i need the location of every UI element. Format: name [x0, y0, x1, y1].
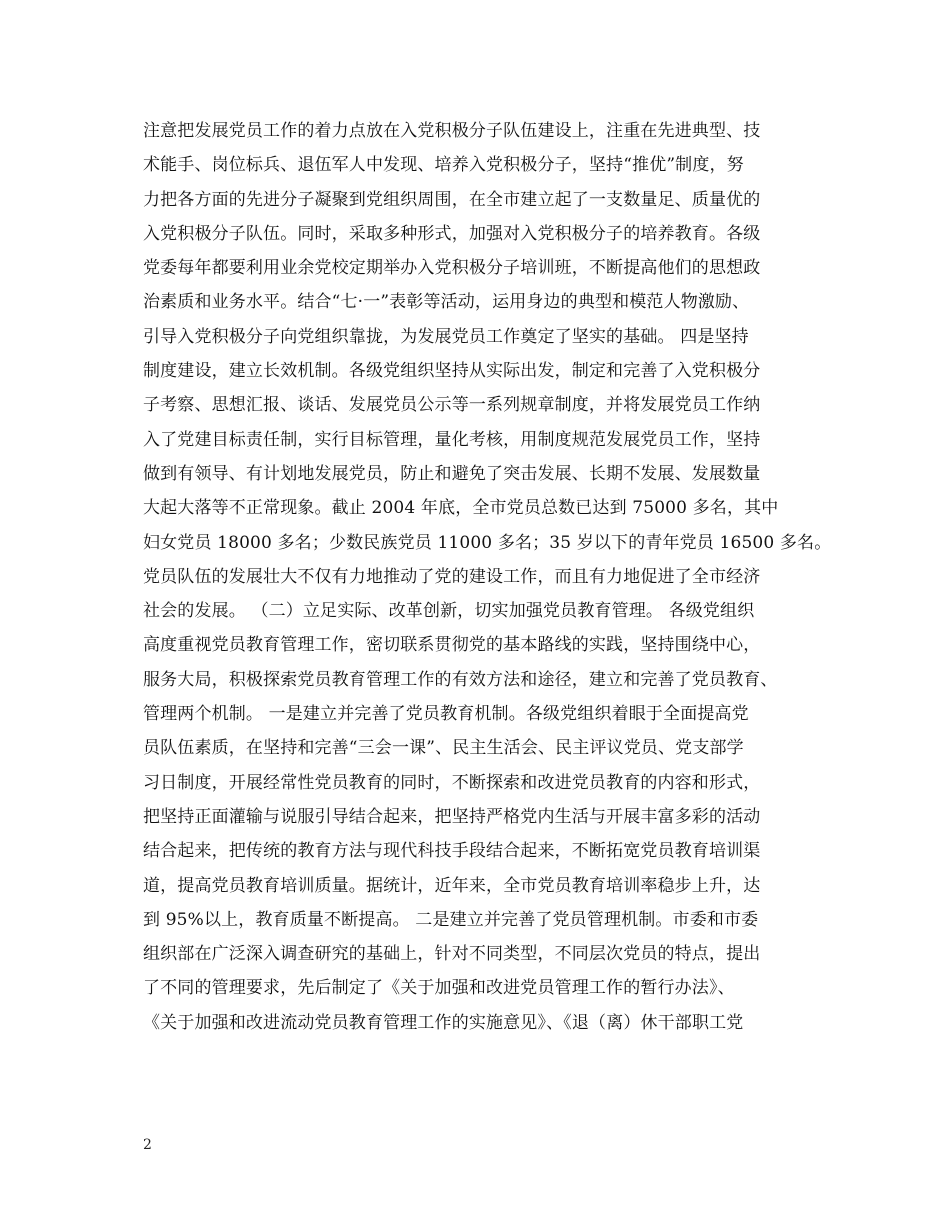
- text-line: 道，提高党员教育培训质量。据统计，近年来，全市党员教育培训率稳步上升，达: [143, 875, 761, 896]
- text-line: 制度建设，建立长效机制。各级党组织坚持从实际出发，制定和完善了入党积极分: [143, 361, 761, 382]
- text-line: 术能手、岗位标兵、退伍军人中发现、培养入党积极分子，坚持“推优”制度，努: [143, 155, 744, 176]
- text-line: 做到有领导、有计划地发展党员，防止和避免了突击发展、长期不发展、发展数量: [143, 463, 761, 484]
- page-number: 2: [143, 1137, 152, 1153]
- text-line: 高度重视党员教育管理工作，密切联系贯彻党的基本路线的实践，坚持围绕中心，: [143, 635, 761, 656]
- text-line: 习日制度，开展经常性党员教育的同时，不断探索和改进党员教育的内容和形式，: [143, 772, 761, 793]
- text-line: 力把各方面的先进分子凝聚到党组织周围，在全市建立起了一支数量足、质量优的: [143, 189, 761, 210]
- text-line: 到 95%以上，教育质量不断提高。 二是建立并完善了党员管理机制。市委和市委: [143, 909, 759, 930]
- text-line: 注意把发展党员工作的着力点放在入党积极分子队伍建设上，注重在先进典型、技: [143, 121, 761, 141]
- text-line: 入党积极分子队伍。同时，采取多种形式，加强对入党积极分子的培养教育。各级: [143, 223, 761, 244]
- text-line: 组织部在广泛深入调查研究的基础上，针对不同类型，不同层次党员的特点，提出: [143, 944, 761, 965]
- text-line: 党员队伍的发展壮大不仅有力地推动了党的建设工作，而且有力地促进了全市经济: [143, 566, 761, 587]
- text-line: 治素质和业务水平。结合“七·一”表彰等活动，运用身边的典型和模范人物激励、: [143, 292, 750, 313]
- text-line: 妇女党员 18000 多名；少数民族党员 11000 多名；35 岁以下的青年党员 16500 多名。: [143, 532, 832, 553]
- text-line: 《关于加强和改进流动党员教育管理工作的实施意见》、《退（离）休干部职工党: [143, 1012, 744, 1033]
- text-line: 了不同的管理要求，先后制定了《关于加强和改进党员管理工作的暂行办法》、: [143, 978, 735, 999]
- text-line: 管理两个机制。 一是建立并完善了党员教育机制。各级党组织着眼于全面提高党: [143, 704, 749, 725]
- text-line: 服务大局，积极探索党员教育管理工作的有效方法和途径，建立和完善了党员教育、: [143, 669, 778, 690]
- text-line: 社会的发展。 （二）立足实际、改革创新，切实加强党员教育管理。 各级党组织: [143, 601, 755, 622]
- text-line: 员队伍素质，在坚持和完善“三会一课”、民主生活会、民主评议党员、党支部学: [143, 738, 744, 759]
- text-line: 引导入党积极分子向党组织靠拢，为发展党员工作奠定了坚实的基础。 四是坚持: [143, 326, 749, 347]
- text-line: 党委每年都要利用业余党校定期举办入党积极分子培训班，不断提高他们的思想政: [143, 258, 761, 279]
- text-line: 大起大落等不正常现象。截止 2004 年底，全市党员总数已达到 75000 多名，其中: [143, 498, 779, 519]
- text-line: 入了党建目标责任制，实行目标管理，量化考核，用制度规范发展党员工作，坚持: [143, 429, 761, 450]
- text-line: 子考察、思想汇报、谈话、发展党员公示等一系列规章制度，并将发展党员工作纳: [143, 395, 761, 416]
- body-text: [143, 114, 832, 1040]
- text-line: 结合起来，把传统的教育方法与现代科技手段结合起来，不断拓宽党员教育培训渠: [143, 841, 761, 862]
- text-line: 把坚持正面灌输与说服引导结合起来，把坚持严格党内生活与开展丰富多彩的活动: [143, 806, 761, 827]
